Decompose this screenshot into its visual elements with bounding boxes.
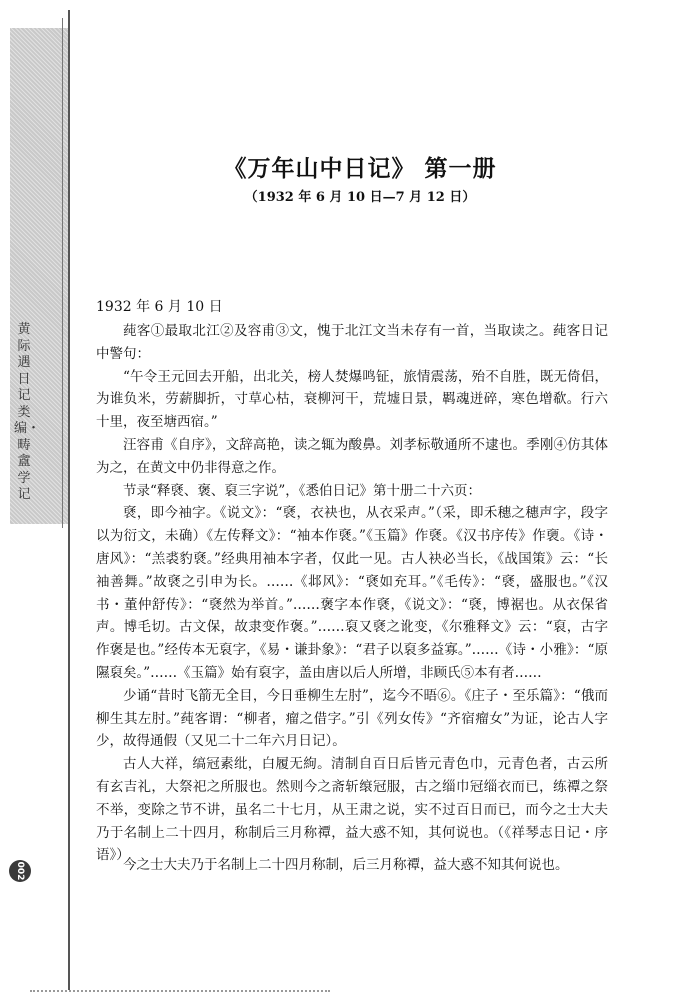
margin-thin-rule <box>62 18 63 528</box>
chapter-title: 《万年山中日记》 第一册 <box>223 155 497 182</box>
paragraph: 古人大祥，缟冠素纰，白履无絇。清制自百日后皆元青色巾，元青色者，古云所有玄吉礼，大祭祀之所服也。然则今之斋斩缞冠服，古之缁巾冠缁衣而已，练禫之祭不举，变除之节不讲，虽名二十七月，从王肃之说，实不过百日而已，而今之士大夫乃于名制上二十四月，称制后三月称禫，益大惑不知，其何说也。（《祥琴志日记・序语》） <box>96 756 608 864</box>
paragraph: 汪容甫《自序》，文辞高艳，读之辄为酸鼻。刘孝标敬通所不逮也。季刚④仿其体为之，在黄文中仍非得意之作。 <box>96 436 608 476</box>
bottom-dotted-rule <box>30 990 330 1002</box>
entry-date: 1932 年 6 月 10 日 <box>96 299 223 315</box>
paragraph: 节录“释褎、褒、裒三字说”，《悉伯日记》第十册二十六页： <box>123 482 482 499</box>
entry-body <box>96 320 608 867</box>
paragraph: 褎，即今袖字。《说文》：“褎，衣袂也，从衣采声。”（采，即禾穗之穗声字，段字以为衍文，未确）《左传释文》：“袖本作褎。”《玉篇》作褎。《汉书序传》作褏。《诗・唐风》：“羔裘豹褎。”经典用袖本字者，仅此一见。古人袂必当长，《战国策》云：“长袖善舞。”故褎之引申为长。……《邶风》：“褎如充耳。”《毛传》：“褎，盛服也。”《汉书・董仲舒传》：“褎然为举首。”……褒字本作褎，《说文》：“褎，博裾也。从衣保省声。博毛切。古文保，故隶变作褒。”……裒又褎之讹变，《尔雅释文》云：“裒，古字作褒是也。”经传本无裒字，《易・谦卦象》：“君子以裒多益寡。”……《诗・小雅》：“原隰裒矣。”……《玉篇》始有裒字，盖由唐以后人所增，非顾氏⑤本有者…… <box>96 505 608 681</box>
paragraph: 莼客①最取北江②及容甫③文，愧于北江文当未存有一首，当取读之。莼客日记中警句： <box>96 323 608 362</box>
series-title: 黄际遇日记类编・畴盦学记 <box>14 322 41 502</box>
closing-note-block <box>96 854 608 877</box>
closing-note: 今之士大夫乃于名制上二十四月称制，后三月称禫，益大惑不知其何说也。 <box>123 857 569 873</box>
margin-rule <box>68 10 70 990</box>
paragraph: “午令王元回去开船，出北关，榜人焚爆鸣钲，旅情震荡，殆不自胜，既无倚侣，为谁负米，劳薪脚折，寸草心枯，衰柳河干，荒墟日景，羁魂迸碎，寒色增欷。行六十里，夜至塘西宿。” <box>96 368 608 431</box>
paragraph: 少诵“昔时飞箭无全目，今日垂柳生左肘”，迄今不晤⑥。《庄子・至乐篇》：“俄而柳生其左肘。”莼客谓：“柳者，瘤之借字。”引《列女传》“齐宿瘤女”为证，论古人字少，故得通假（又见二十二年六月日记）。 <box>96 687 608 750</box>
chapter-date-range: （1932 年 6 月 10 日—7 月 12 日） <box>244 190 476 205</box>
page-number-badge: 002 <box>9 860 31 882</box>
